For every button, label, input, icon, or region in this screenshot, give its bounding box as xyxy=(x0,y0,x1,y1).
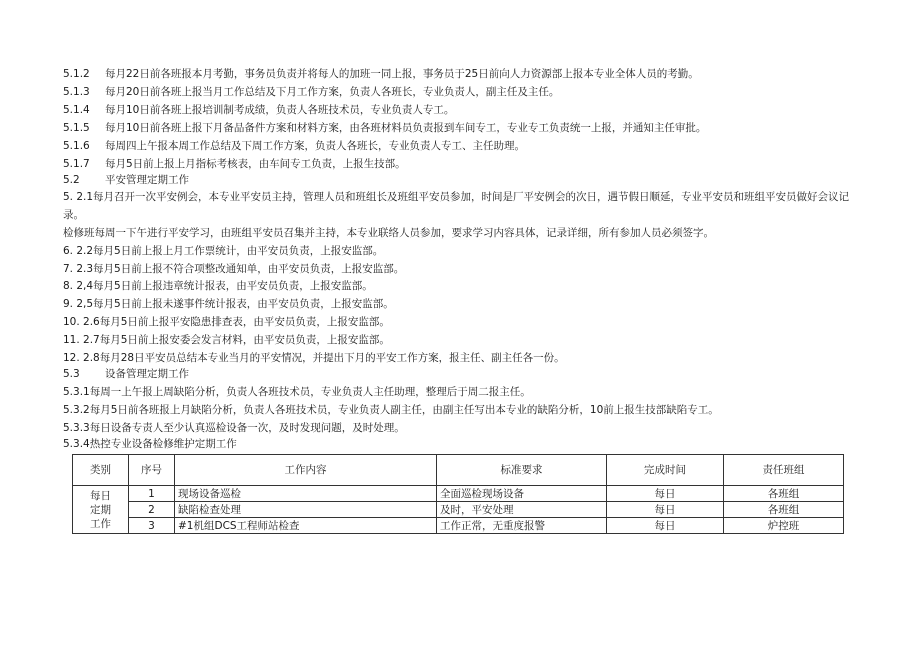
clause-2-7: 11. 2.7每月5日前上报安委会发言材料，由平安员负责，上报安监部。 xyxy=(63,334,390,346)
header-time: 完成时间 xyxy=(607,455,724,486)
row-team: 各班组 xyxy=(724,502,844,518)
clause-safety-study: 检修班每周一下午进行平安学习，由班组平安员召集并主持，本专业联络人员参加，要求学习内容具体，记录详细，所有参加人员必须签字。 xyxy=(63,227,714,239)
clause-2-6: 10. 2.6每月5日前上报平安隐患排查表，由平安员负责，上报安监部。 xyxy=(63,316,390,328)
row-standard: 全面巡检现场设备 xyxy=(437,486,607,502)
table-row xyxy=(73,518,844,534)
clause-5-1-7: 5.1.7 每月5日前上报上月指标考核表，由车间专工负责，上报生技部。 xyxy=(63,158,406,170)
row-content: 现场设备巡检 xyxy=(175,486,437,502)
clause-5-1-6: 5.1.6 每周四上午报本周工作总结及下周工作方案，负责人各班长，专业负责人专工、主任助理。 xyxy=(63,140,525,152)
clause-5-1-3: 5.1.3 每月20日前各班上报当月工作总结及下月工作方案，负责人各班长，专业负责人，副主任及主任。 xyxy=(63,86,560,98)
clause-5-3-3: 5.3.3每日设备专责人至少认真巡检设备一次，及时发现问题，及时处理。 xyxy=(63,422,405,434)
header-category: 类别 xyxy=(73,455,129,486)
clause-5-3-4: 5.3.4热控专业设备检修维护定期工作 xyxy=(63,438,237,450)
clause-5-3-2: 5.3.2每月5日前各班报上月缺陷分析，负责人各班技术员，专业负责人副主任，由副主任写出本专业的缺陷分析，10前上报生技部缺陷专工。 xyxy=(63,404,719,416)
clause-2-4: 8. 2,4每月5日前上报违章统计报表，由平安员负责，上报安监部。 xyxy=(63,280,373,292)
header-number: 序号 xyxy=(129,455,175,486)
header-content: 工作内容 xyxy=(175,455,437,486)
row-team: 各班组 xyxy=(724,486,844,502)
clause-2-3: 7. 2.3每月5日前上报不符合项整改通知单，由平安员负责，上报安监部。 xyxy=(63,263,405,275)
section-heading-5-2: 5.2 平安管理定期工作 xyxy=(63,174,189,186)
clause-safety-meeting: 5. 2.1每月召开一次平安例会，本专业平安员主持，管理人员和班组长及班组平安员参加，时间是厂平安例会的次日，遇节假日顺延，专业平安员和班组平安员做好会议记录。 xyxy=(63,191,850,221)
header-team: 责任班组 xyxy=(724,455,844,486)
clause-5-3-1: 5.3.1每周一上午报上周缺陷分析，负责人各班技术员，专业负责人主任助理，整理后于周二报主任。 xyxy=(63,386,531,398)
clause-5-1-5: 5.1.5 每月10日前各班上报下月备品备件方案和材料方案，由各班材料员负责报到车间专工，专业专工负责统一上报，并通知主任审批。 xyxy=(63,122,707,134)
row-number: 2 xyxy=(129,502,175,518)
row-content: #1机组DCS工程师站检查 xyxy=(175,518,437,534)
row-time: 每日 xyxy=(607,502,724,518)
row-time: 每日 xyxy=(607,518,724,534)
row-time: 每日 xyxy=(607,486,724,502)
row-content: 缺陷检查处理 xyxy=(175,502,437,518)
row-standard: 工作正常，无重度报警 xyxy=(437,518,607,534)
row-standard: 及时，平安处理 xyxy=(437,502,607,518)
clause-2-5: 9. 2,5每月5日前上报未遂事件统计报表，由平安员负责，上报安监部。 xyxy=(63,298,394,310)
clause-5-1-2: 5.1.2 每月22日前各班报本月考勤，事务员负责并将每人的加班一同上报，事务员于25日前向人力资源部上报本专业全体人员的考勤。 xyxy=(63,68,699,80)
category-cell: 每日 定期 工作 xyxy=(73,486,129,534)
header-standard: 标准要求 xyxy=(437,455,607,486)
clause-2-8: 12. 2.8每月28日平安员总结本专业当月的平安情况，并提出下月的平安工作方案，报主任、副主任各一份。 xyxy=(63,352,565,364)
maintenance-schedule-table xyxy=(72,454,844,534)
clause-5-1-4: 5.1.4 每月10日前各班上报培训制考成绩，负责人各班技术员，专业负责人专工。 xyxy=(63,104,455,116)
table-row xyxy=(73,502,844,518)
row-number: 1 xyxy=(129,486,175,502)
section-heading-5-3: 5.3 设备管理定期工作 xyxy=(63,368,189,380)
row-team: 炉控班 xyxy=(724,518,844,534)
clause-2-2: 6. 2.2每月5日前上报上月工作票统计，由平安员负责，上报安监部。 xyxy=(63,245,384,257)
row-number: 3 xyxy=(129,518,175,534)
table-header-row xyxy=(73,455,844,486)
table-row xyxy=(73,486,844,502)
